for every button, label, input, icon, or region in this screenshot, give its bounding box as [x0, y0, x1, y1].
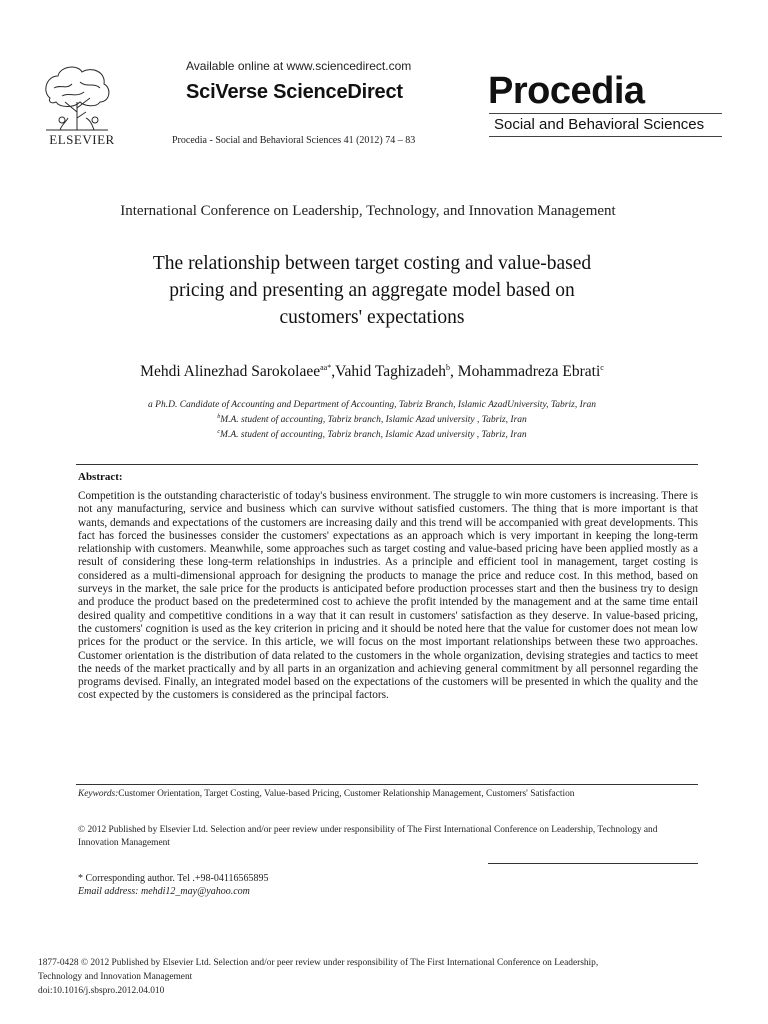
author-list: Mehdi Alinezhad Sarokolaee$^{aa*}$,Vahid Taghizadeh$^b$, Mohammadreza Ebrati$^c$ — [140, 363, 604, 381]
affiliation-line: a Ph.D. Candidate of Accounting and Department of Accounting, Tabriz Branch, Islamic AzadUniversity, Tabriz, Iran — [148, 400, 596, 411]
corresponding-author: * Corresponding author. Tel .+98-04116565895 — [78, 873, 269, 884]
platform-name: SciVerse ScienceDirect — [186, 81, 403, 103]
author-name: Mehdi Alinezhad Sarokolaee — [140, 363, 321, 381]
keywords-text: Customer Orientation, Target Costing, Value-based Pricing, Customer Relationship Management, Customers' Satisfaction — [118, 789, 575, 799]
abstract-heading: Abstract: — [78, 471, 123, 483]
author-marker: c — [600, 363, 604, 372]
abstract-body: Competition is the outstanding characteristic of today's business environment. The struggle to win more customers is increasing. There is not any manufacturing, service and business which can survive without satisfied customers. The thing that is more important is that wants, demands and expectations of the customers are increasing daily and this trend will be accompanied with great developments. This fact has forced the businesses consider the customers' expectations as an approach which is very important in keeping the long-term relationship with customers. Meanwhile, some approaches such as target costing and value-based pricing have been applied mostly as a result of considering these long-term relationships in industries. As a principle and efficient tool in management, target costing is considered as a multi-dimensional approach for designing the products to manage the price and reduce cost. In this method, based on surveys in the market, the sale price for the products is anticipated before production processes start and then the business try to design and produce the product based on the predetermined cost to achieve the profit intended by the management and at the same time entail desired quality and competitive conditions in a way that it can result in customers' satisfaction as they deserve. In value-based pricing, the customers' cognition is used as the key criterion in pricing and it should be noted here that the value for customer does not mean low prices for the product or the service. In this article, we will focus on the most important relationships between these two approaches. Customer orientation is the distribution of data related to the customers in the whole organization, devising strategies and tactics to meet the needs of the market practically and by all parts in an organization and achieving general commitment by all personnel regarding the programs devised. Finally, an integrated model based on the expectations of the customers will be presented in which the quality and the cost expected by the customers is considered as the principal factors. — [78, 490, 698, 702]
publisher-name: ELSEVIER — [49, 132, 115, 147]
conference-name: International Conference on Leadership, Technology, and Innovation Management — [120, 203, 616, 219]
available-online-label: Available online at — [186, 59, 287, 73]
author-name: Vahid Taghizadeh — [335, 363, 447, 381]
journal-brand: Procedia — [488, 70, 645, 112]
page-footer — [38, 956, 738, 998]
journal-brand-subtitle: Social and Behavioral Sciences — [494, 116, 705, 133]
elsevier-tree-logo — [40, 62, 114, 132]
footnote-divider — [488, 863, 698, 864]
section-divider — [76, 464, 698, 465]
title-line: The relationship between target costing and value-based — [152, 253, 592, 274]
email-label: Email address: — [78, 886, 139, 897]
author-marker: aa* — [320, 363, 332, 372]
affiliations — [80, 396, 664, 441]
keywords-label: Keywords: — [78, 789, 119, 799]
copyright-notice: © 2012 Published by Elsevier Ltd. Selection and/or peer review under responsibility of The First International Conference on Leadership, Technology and Innovation Management — [78, 825, 658, 848]
brand-divider — [489, 136, 722, 137]
affiliation-line: $^c$M.A. student of accounting, Tabriz branch, Islamic Azad university , Tabriz, Iran — [217, 429, 527, 441]
paper-title — [80, 250, 664, 331]
title-line: pricing and presenting an aggregate model based on — [169, 280, 575, 301]
journal-citation: Procedia - Social and Behavioral Sciences 41 (2012) 74 – 83 — [172, 135, 416, 146]
brand-divider — [489, 113, 722, 114]
footer-line: 1877-0428 © 2012 Published by Elsevier Ltd. Selection and/or peer review under responsibility of The First International Conference on Leadership, — [38, 958, 599, 968]
section-divider — [76, 784, 698, 785]
title-line: customers' expectations — [279, 307, 465, 328]
doi-link[interactable]: doi:10.1016/j.sbspro.2012.04.010 — [38, 986, 165, 996]
available-online — [186, 59, 411, 73]
correspondence — [78, 872, 268, 898]
author-marker: b — [446, 363, 451, 372]
sciencedirect-link[interactable]: www.sciencedirect.com — [286, 59, 412, 73]
footer-line: Technology and Innovation Management — [38, 972, 193, 982]
email-link[interactable]: mehdi12_may@yahoo.com — [138, 886, 250, 897]
author-name: Mohammadreza Ebrati — [457, 363, 601, 381]
keywords — [78, 788, 678, 801]
affiliation-line: $^b$M.A. student of accounting, Tabriz branch, Islamic Azad university , Tabriz, Iran — [217, 414, 527, 426]
